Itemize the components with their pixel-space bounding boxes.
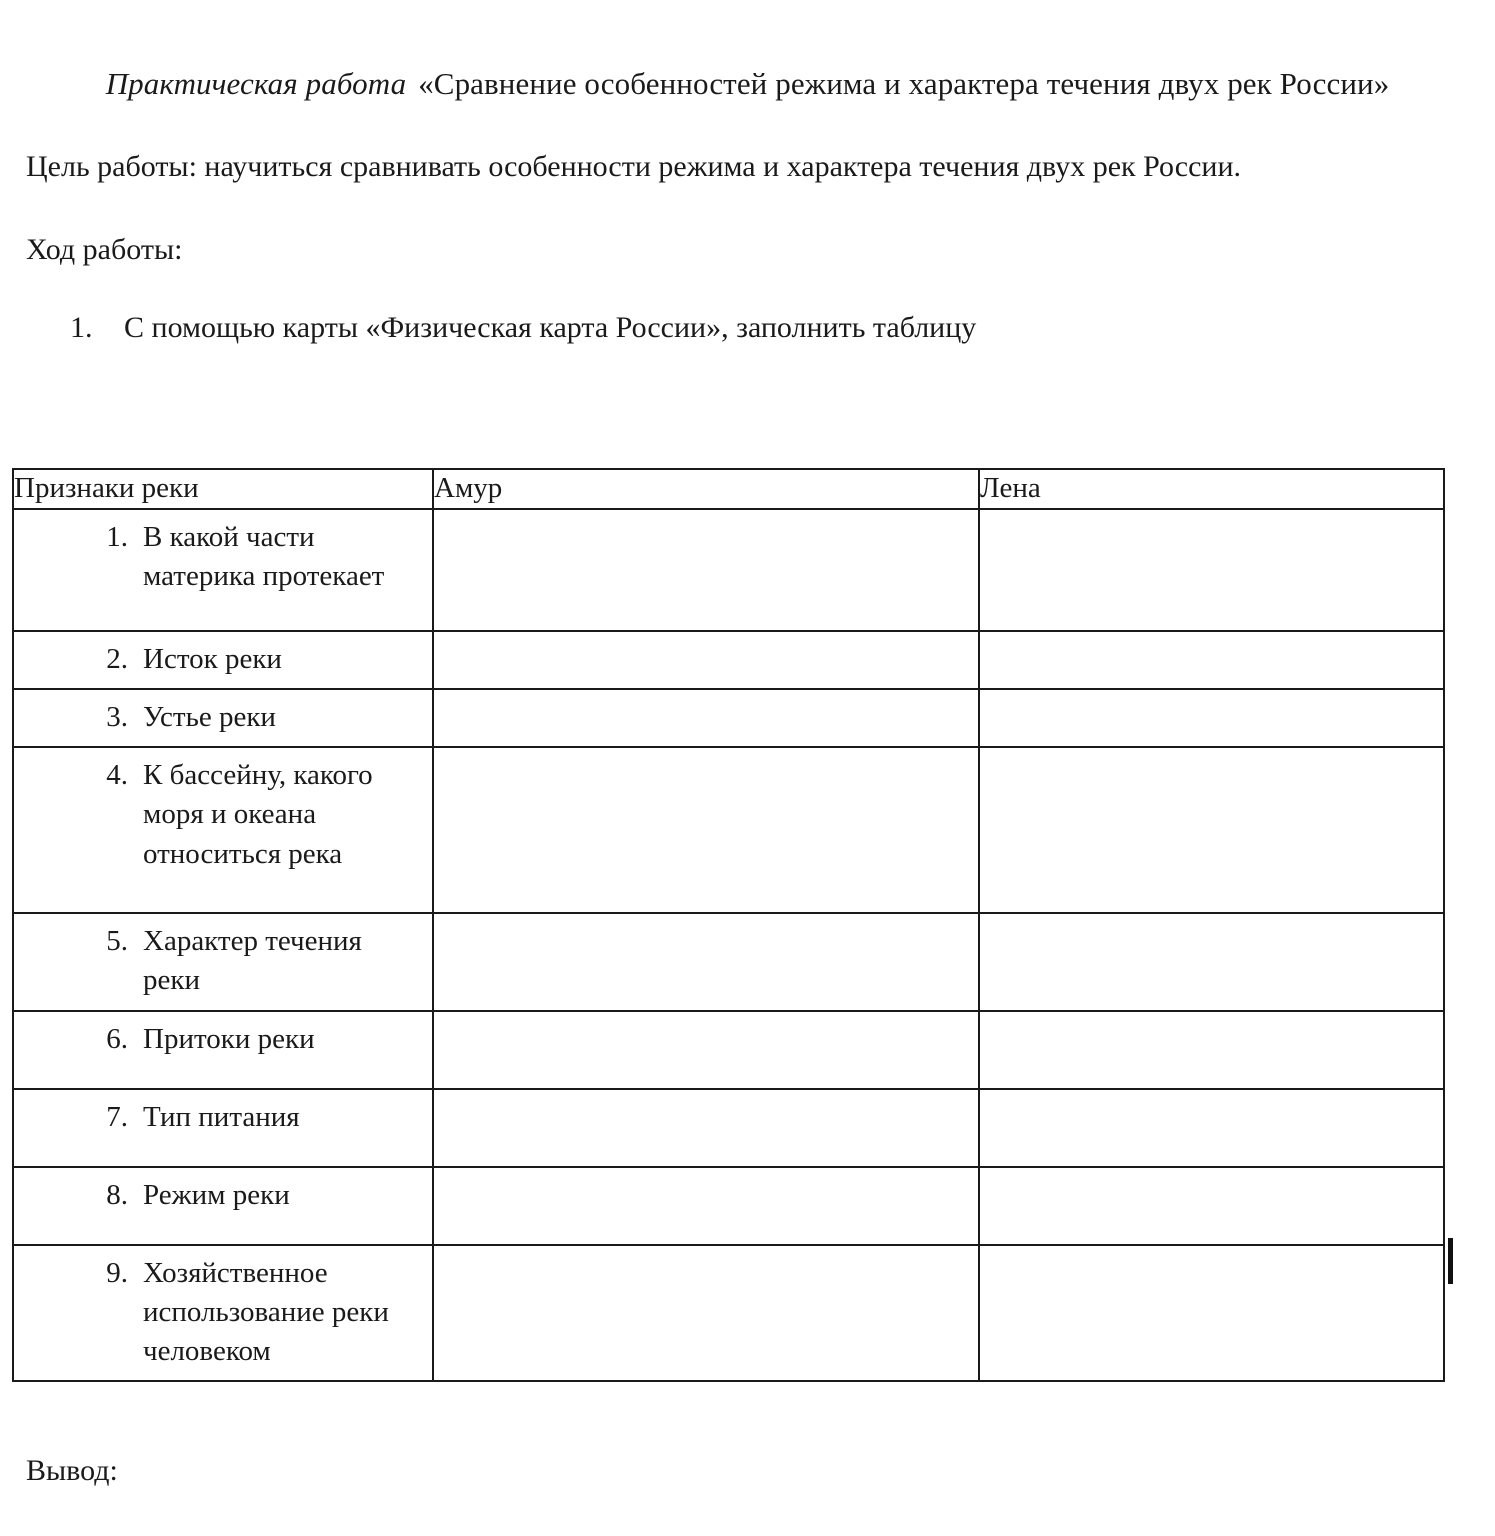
- features-table: [12, 468, 1445, 1382]
- feature-label: Исток реки: [143, 643, 282, 675]
- conclusion-label: Вывод:: [26, 1454, 118, 1487]
- amur-answer-cell[interactable]: [433, 1089, 979, 1167]
- amur-answer-cell[interactable]: [433, 631, 979, 689]
- feature-label: Притоки реки: [143, 1022, 315, 1055]
- column-header-features: Признаки реки: [13, 469, 433, 509]
- amur-answer-cell[interactable]: [433, 509, 979, 631]
- lena-answer-cell[interactable]: [979, 509, 1444, 631]
- steps-list: [0, 306, 1495, 350]
- table-row: [13, 747, 1444, 913]
- lena-answer-cell[interactable]: [979, 913, 1444, 1010]
- amur-answer-cell[interactable]: [433, 747, 979, 913]
- lena-answer-cell[interactable]: [979, 1245, 1444, 1381]
- table-row: [13, 1167, 1444, 1245]
- page-title-rest: «Сравнение особенностей режима и характера течения двух рек России»: [418, 66, 1390, 101]
- column-header-lena: Лена: [979, 469, 1444, 509]
- table-header-row: [13, 469, 1444, 509]
- lena-answer-cell[interactable]: [979, 631, 1444, 689]
- table-row: [13, 631, 1444, 689]
- feature-label-cell: [13, 1245, 433, 1381]
- lena-answer-cell[interactable]: [979, 1089, 1444, 1167]
- table-row: [13, 509, 1444, 631]
- list-item-label: С помощью карты «Физическая карта России», заполнить таблицу: [124, 311, 977, 345]
- feature-label-cell: [13, 509, 433, 631]
- feature-marker: 8.: [106, 1178, 128, 1211]
- feature-label: В какой части материка протекает: [143, 521, 385, 593]
- list-item: [0, 306, 1495, 350]
- feature-marker: 7.: [106, 1100, 128, 1133]
- table-row: [13, 913, 1444, 1010]
- feature-marker: 2.: [106, 643, 128, 675]
- feature-label-cell: [13, 689, 433, 747]
- steps-heading: Ход работы:: [26, 233, 183, 267]
- table-row: [13, 1011, 1444, 1089]
- amur-answer-cell[interactable]: [433, 689, 979, 747]
- feature-marker: 6.: [106, 1022, 128, 1055]
- lena-answer-cell[interactable]: [979, 1167, 1444, 1245]
- feature-marker: 5.: [106, 925, 128, 958]
- table-row: [13, 689, 1444, 747]
- amur-answer-cell[interactable]: [433, 913, 979, 1010]
- list-item-marker: 1.: [70, 311, 93, 345]
- feature-label-cell: [13, 1089, 433, 1167]
- table-row: [13, 1245, 1444, 1381]
- page-title-lead: Практическая работа: [105, 66, 407, 101]
- amur-answer-cell[interactable]: [433, 1011, 979, 1089]
- goal-paragraph: Цель работы: научиться сравнивать особенности режима и характера течения двух рек России.: [26, 150, 1242, 184]
- table-row: [13, 1089, 1444, 1167]
- lena-answer-cell[interactable]: [979, 1011, 1444, 1089]
- feature-marker: 3.: [106, 701, 128, 734]
- lena-answer-cell[interactable]: [979, 689, 1444, 747]
- feature-label-cell: [13, 747, 433, 913]
- feature-label: Хозяйственное использование реки человеком: [143, 1256, 389, 1367]
- feature-marker: 4.: [106, 759, 128, 792]
- amur-answer-cell[interactable]: [433, 1167, 979, 1245]
- feature-label: Тип питания: [143, 1100, 300, 1133]
- lena-answer-cell[interactable]: [979, 747, 1444, 913]
- page-title: [0, 0, 1495, 106]
- features-table-wrapper: [12, 468, 1443, 1382]
- text-cursor-caret: [1448, 1238, 1453, 1284]
- feature-label: Характер течения реки: [143, 925, 362, 997]
- feature-label-cell: [13, 913, 433, 1010]
- feature-label-cell: [13, 1011, 433, 1089]
- feature-marker: 1.: [106, 521, 128, 553]
- feature-label-cell: [13, 1167, 433, 1245]
- feature-label: Режим реки: [143, 1178, 290, 1211]
- amur-answer-cell[interactable]: [433, 1245, 979, 1381]
- feature-marker: 9.: [106, 1256, 128, 1289]
- column-header-amur: Амур: [433, 469, 979, 509]
- feature-label: К бассейну, какого моря и океана относиться река: [143, 759, 373, 870]
- feature-label-cell: [13, 631, 433, 689]
- feature-label: Устье реки: [143, 701, 276, 734]
